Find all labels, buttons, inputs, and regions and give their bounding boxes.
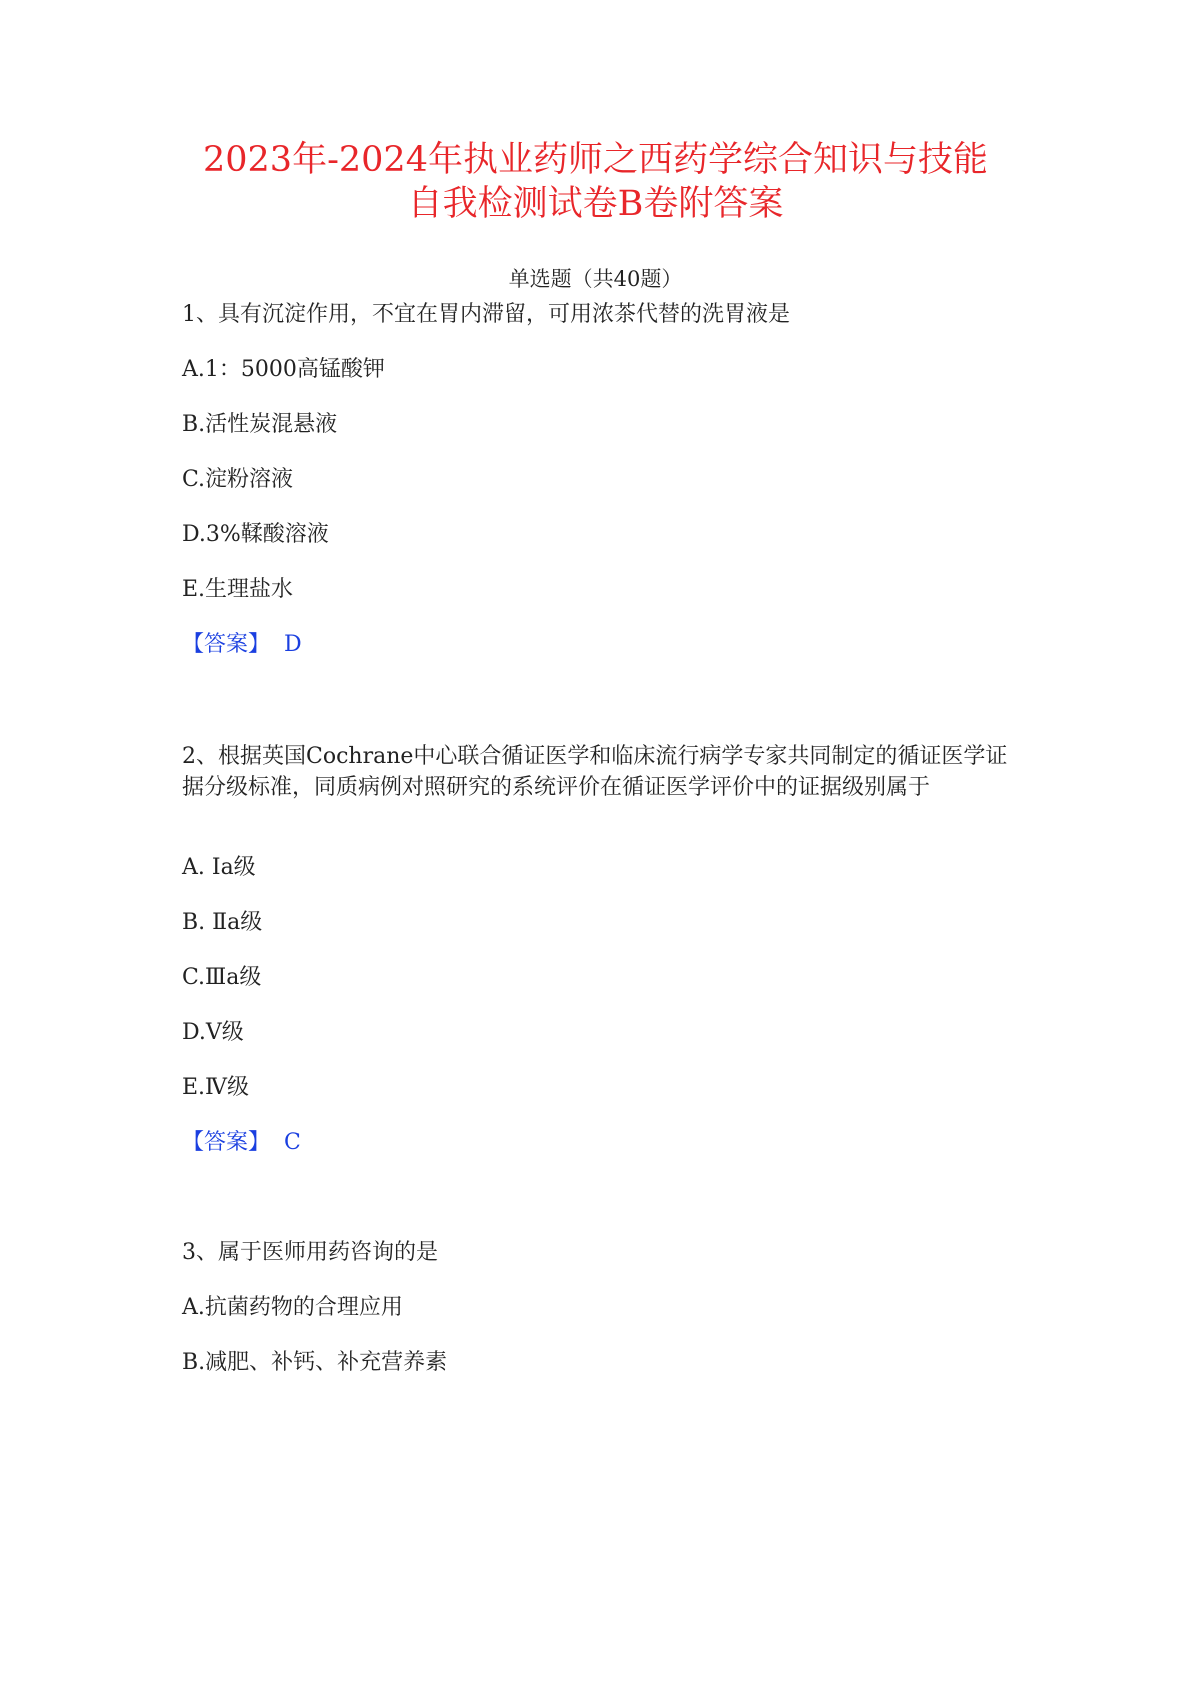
question-1-option-b: B.活性炭混悬液 (182, 412, 338, 437)
question-2-option-e: E.Ⅳ级 (182, 1075, 250, 1100)
question-3-option-b: B.减肥、补钙、补充营养素 (182, 1350, 448, 1375)
document-title-line-1: 2023年-2024年执业药师之西药学综合知识与技能 (203, 140, 988, 180)
answer-value: D (284, 632, 302, 657)
question-3-stem: 3、属于医师用药咨询的是 (182, 1240, 438, 1265)
document-title-line-2: 自我检测试卷B卷附答案 (407, 184, 784, 224)
answer-label: 【答案】 (182, 632, 271, 657)
question-2-option-b: B. Ⅱa级 (182, 910, 263, 935)
question-2-option-d: D.Ⅴ级 (182, 1020, 244, 1045)
section-heading: 单选题（共40题） (508, 267, 683, 291)
answer-value: C (284, 1130, 301, 1155)
question-1-answer (182, 630, 302, 660)
question-1-option-d: D.3%鞣酸溶液 (182, 522, 329, 547)
question-1-option-e: E.生理盐水 (182, 577, 294, 602)
question-1-option-a: A.1：5000高锰酸钾 (182, 357, 385, 382)
question-2-stem: 2、根据英国Cochrane中心联合循证医学和临床流行病学专家共同制定的循证医学证据分级标准，同质病例对照研究的系统评价在循证医学评价中的证据级别属于 (182, 744, 1008, 800)
question-2-option-c: C.Ⅲa级 (182, 965, 262, 990)
question-3-option-a: A.抗菌药物的合理应用 (182, 1295, 403, 1320)
question-1-stem: 1、具有沉淀作用，不宜在胃内滞留，可用浓茶代替的洗胃液是 (182, 302, 790, 327)
question-1-option-c: C.淀粉溶液 (182, 467, 294, 492)
answer-label: 【答案】 (182, 1130, 271, 1155)
question-2-option-a: A. Ⅰa级 (182, 855, 256, 880)
question-2-answer (182, 1128, 301, 1158)
